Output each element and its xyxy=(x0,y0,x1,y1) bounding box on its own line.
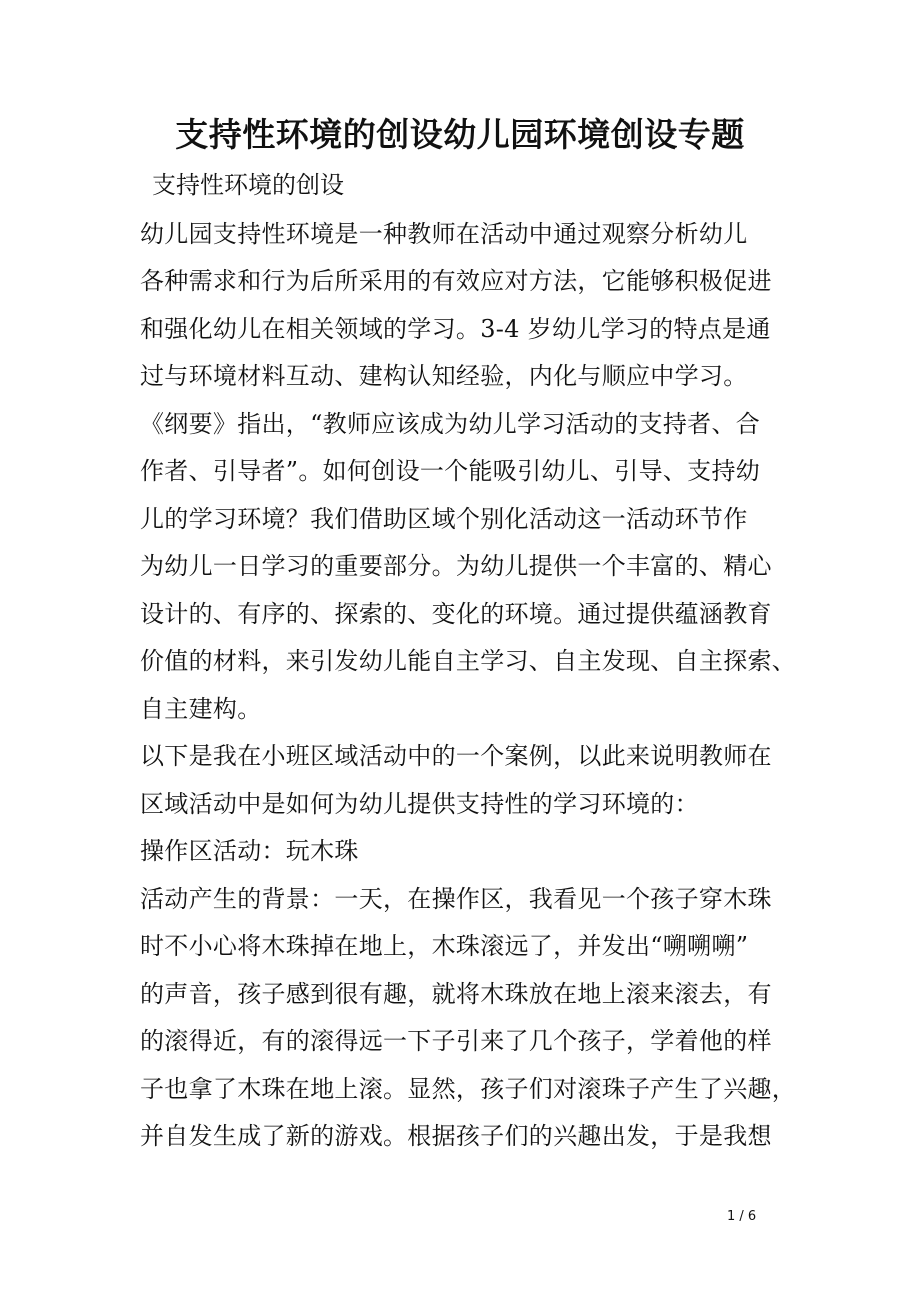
body-line: 为幼儿一日学习的重要部分。为幼儿提供一个丰富的、精心 xyxy=(140,552,772,580)
body-line: 幼儿园支持性环境是一种教师在活动中通过观察分析幼儿 xyxy=(140,220,748,248)
body-line: 作者、引导者”。如何创设一个能吸引幼儿、引导、支持幼 xyxy=(140,457,761,485)
section-heading: 操作区活动：玩木珠 xyxy=(140,837,359,865)
body-line: 子也拿了木珠在地上滚。显然，孩子们对滚珠子产生了兴趣， xyxy=(140,1075,797,1103)
document-subtitle: 支持性环境的创设 xyxy=(152,171,344,199)
document-title: 支持性环境的创设幼儿园环境创设专题 xyxy=(175,115,745,154)
body-line: 时不小心将木珠掉在地上，木珠滚远了，并发出“嗍嗍嗍” xyxy=(140,932,749,960)
body-line: 各种需求和行为后所采用的有效应对方法，它能够积极促进 xyxy=(140,267,772,295)
body-line: 和强化幼儿在相关领域的学习。3-4 岁幼儿学习的特点是通 xyxy=(140,315,771,343)
body-line: 并自发生成了新的游戏。根据孩子们的兴趣出发，于是我想 xyxy=(140,1122,772,1150)
body-line: 的声音，孩子感到很有趣，就将木珠放在地上滚来滚去，有 xyxy=(140,980,772,1008)
body-line: 活动产生的背景：一天，在操作区，我看见一个孩子穿木珠 xyxy=(140,885,772,913)
body-line: 价值的材料，来引发幼儿能自主学习、自主发现、自主探索、 xyxy=(140,647,797,675)
body-line: 的滚得近，有的滚得远一下子引来了几个孩子，学着他的样 xyxy=(140,1027,772,1055)
body-line: 以下是我在小班区域活动中的一个案例，以此来说明教师在 xyxy=(140,742,772,770)
body-line: 过与环境材料互动、建构认知经验，内化与顺应中学习。 xyxy=(140,362,748,390)
body-line: 设计的、有序的、探索的、变化的环境。通过提供蕴涵教育 xyxy=(140,600,772,628)
body-line: 区域活动中是如何为幼儿提供支持性的学习环境的： xyxy=(140,790,699,818)
body-line: 《纲要》指出，“教师应该成为幼儿学习活动的支持者、合 xyxy=(140,410,761,438)
body-line: 自主建构。 xyxy=(140,695,262,723)
page-number: 1 / 6 xyxy=(727,1209,757,1224)
body-line: 儿的学习环境？我们借助区域个别化活动这一活动环节作 xyxy=(140,505,748,533)
